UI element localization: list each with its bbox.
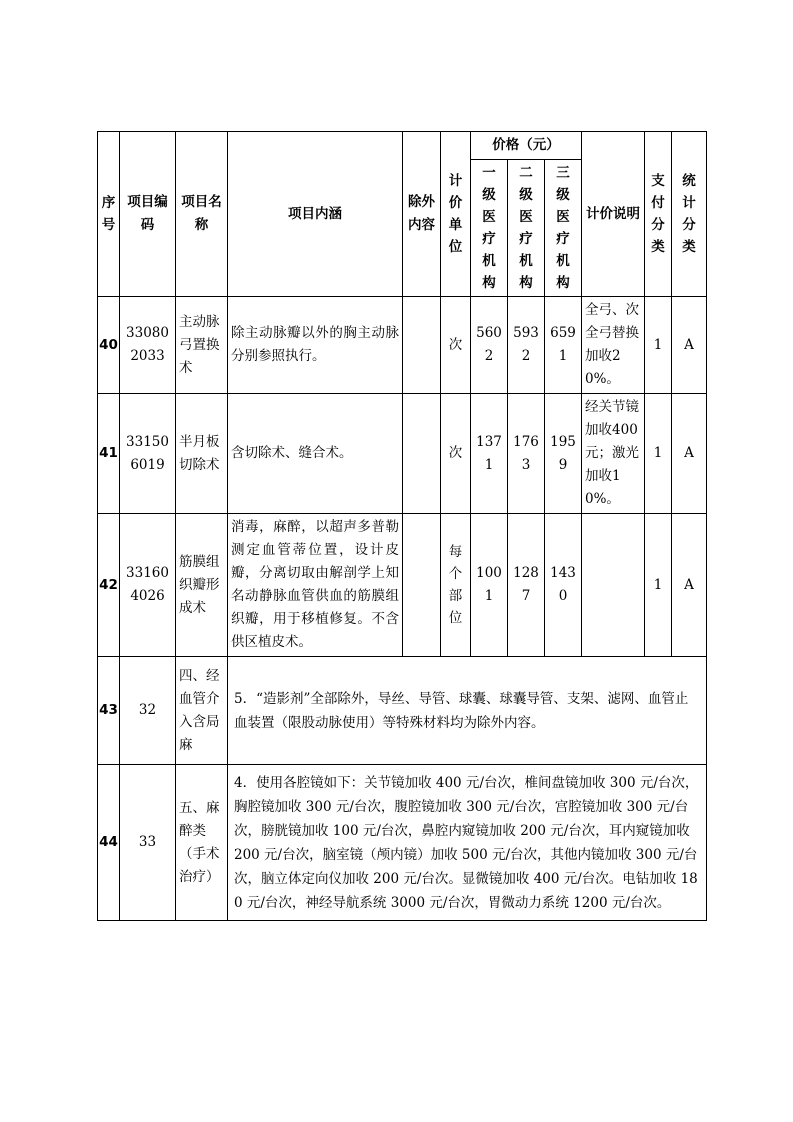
- header-row: [98, 132, 707, 160]
- section-row: [98, 657, 707, 765]
- header-note: 计价说明: [582, 132, 645, 297]
- section-row: [98, 765, 707, 921]
- header-level2: 二级医疗机构: [508, 160, 545, 297]
- row-price-level2: 1287: [508, 514, 545, 657]
- row-excluded: [403, 297, 441, 394]
- row-name: 主动脉弓置换术: [176, 297, 228, 394]
- row-code: 331506019: [120, 394, 176, 514]
- row-code: 330802033: [120, 297, 176, 394]
- header-content: 项目内涵: [228, 132, 403, 297]
- header-price-group: 价格（元）: [471, 132, 582, 160]
- row-name: 五、麻醉类（手术治疗）: [176, 765, 228, 921]
- row-name: 四、经血管介入含局麻: [176, 657, 228, 765]
- header-code: 项目编码: [120, 132, 176, 297]
- row-unit: 每个部位: [441, 514, 471, 657]
- row-unit: 次: [441, 394, 471, 514]
- header-pay: 支付分类: [645, 132, 672, 297]
- row-seq: 41: [98, 394, 120, 514]
- price-table: [97, 131, 707, 921]
- row-seq: 40: [98, 297, 120, 394]
- row-content: 消毒，麻醉，以超声多普勒测定血管蒂位置，设计皮瓣，分离切取由解剖学上知名动静脉血管供血的筋膜组织瓣，用于移植修复。不含供区植皮术。: [228, 514, 403, 657]
- row-seq: 42: [98, 514, 120, 657]
- header-stat: 统计分类: [672, 132, 707, 297]
- row-price-level1: 1001: [471, 514, 508, 657]
- row-name: 筋膜组织瓣形成术: [176, 514, 228, 657]
- row-seq: 44: [98, 765, 120, 921]
- row-stat: A: [672, 394, 707, 514]
- row-stat: A: [672, 297, 707, 394]
- header-excluded: 除外内容: [403, 132, 441, 297]
- row-excluded: [403, 394, 441, 514]
- row-pay: 1: [645, 394, 672, 514]
- row-price-level1: 5602: [471, 297, 508, 394]
- row-name: 半月板切除术: [176, 394, 228, 514]
- table-row: [98, 514, 707, 657]
- table-row: [98, 297, 707, 394]
- row-code: 331604026: [120, 514, 176, 657]
- row-price-level1: 1371: [471, 394, 508, 514]
- row-stat: A: [672, 514, 707, 657]
- row-pay: 1: [645, 514, 672, 657]
- row-price-level3: 1959: [545, 394, 582, 514]
- row-note: [582, 514, 645, 657]
- row-code: 33: [120, 765, 176, 921]
- row-content: 除主动脉瓣以外的胸主动脉分别参照执行。: [228, 297, 403, 394]
- table-row: [98, 394, 707, 514]
- row-price-level2: 1763: [508, 394, 545, 514]
- row-price-level3: 1430: [545, 514, 582, 657]
- row-seq: 43: [98, 657, 120, 765]
- section-note: 4．使用各腔镜如下：关节镜加收 400 元/台次，椎间盘镜加收 300 元/台次，胸腔镜加收 300 元/台次，腹腔镜加收 300 元/台次，宫腔镜加收 300 元/台次，膀胱镜加收 100 元/台次，鼻腔内窥镜加收 200 元/台次，耳内窥镜加收 200 元/台次，脑室镜（颅内镜）加收 500 元/台次，其他内镜加收 300 元/台次，脑立体定向仪加收 200 元/台次。显微镜加收 400 元/台次。电钻加收 180 元/台次，神经导航系统 3000 元/台次，胃微动力系统 1200 元/台次。: [228, 765, 707, 921]
- row-code: 32: [120, 657, 176, 765]
- row-content: 含切除术、缝合术。: [228, 394, 403, 514]
- header-level1: 一级医疗机构: [471, 160, 508, 297]
- row-note: 经关节镜加收400元；激光加收10%。: [582, 394, 645, 514]
- header-seq: 序号: [98, 132, 120, 297]
- header-name: 项目名称: [176, 132, 228, 297]
- row-price-level2: 5932: [508, 297, 545, 394]
- row-price-level3: 6591: [545, 297, 582, 394]
- header-level3: 三级医疗机构: [545, 160, 582, 297]
- section-note: 5．“造影剂”全部除外，导丝、导管、球囊、球囊导管、支架、滤网、血管止血装置（限股动脉使用）等特殊材料均为除外内容。: [228, 657, 707, 765]
- row-note: 全弓、次全弓替换加收20%。: [582, 297, 645, 394]
- header-unit: 计价单位: [441, 132, 471, 297]
- row-unit: 次: [441, 297, 471, 394]
- row-excluded: [403, 514, 441, 657]
- row-pay: 1: [645, 297, 672, 394]
